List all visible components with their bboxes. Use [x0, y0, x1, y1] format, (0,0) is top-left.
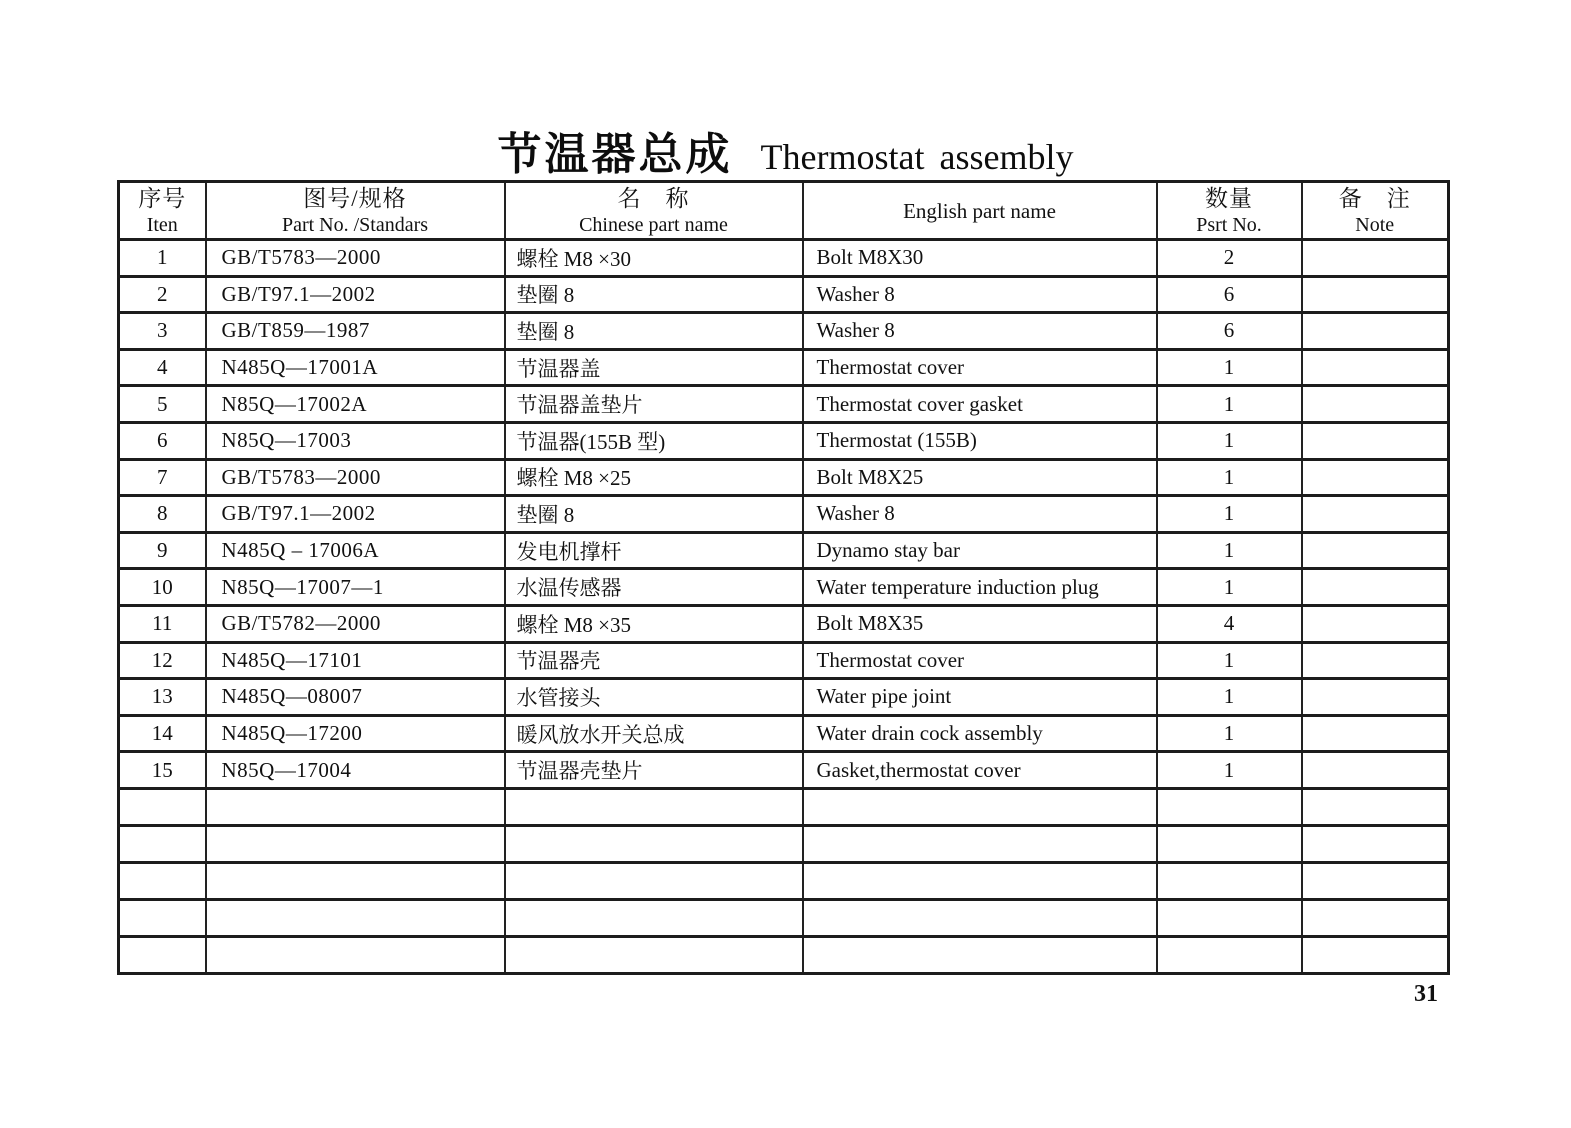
- cell-chinese-name: 垫圈 8: [505, 313, 803, 350]
- cell-note: [1302, 386, 1449, 423]
- col-header-english-name-en: English part name: [903, 198, 1056, 223]
- cell-chinese-name: 节温器盖: [505, 349, 803, 386]
- col-header-note-en: Note: [1355, 213, 1395, 236]
- cell-quantity: 1: [1157, 349, 1302, 386]
- table-row: [119, 313, 1449, 350]
- cell-english-name: [803, 825, 1157, 862]
- cell-item: [119, 936, 206, 973]
- cell-chinese-name: 螺栓 M8 ×25: [505, 459, 803, 496]
- cell-english-name: [803, 862, 1157, 899]
- cell-quantity: [1157, 936, 1302, 973]
- col-header-part-no: [206, 182, 505, 240]
- cell-quantity: 1: [1157, 386, 1302, 423]
- cell-chinese-name: [505, 899, 803, 936]
- cell-quantity: [1157, 899, 1302, 936]
- col-header-item-zh: 序号: [138, 185, 187, 211]
- cell-english-name: Thermostat cover gasket: [803, 386, 1157, 423]
- table-row: [119, 276, 1449, 313]
- cell-english-name: Water pipe joint: [803, 679, 1157, 716]
- cell-chinese-name: [505, 825, 803, 862]
- cell-note: [1302, 422, 1449, 459]
- cell-part-no: GB/T97.1—2002: [206, 276, 505, 313]
- cell-quantity: 1: [1157, 752, 1302, 789]
- page-title: [0, 118, 1571, 182]
- cell-part-no: N485Q – 17006A: [206, 532, 505, 569]
- cell-quantity: [1157, 862, 1302, 899]
- cell-quantity: 1: [1157, 569, 1302, 606]
- cell-item: [119, 899, 206, 936]
- cell-part-no: GB/T859—1987: [206, 313, 505, 350]
- cell-item: [119, 862, 206, 899]
- cell-english-name: Thermostat cover: [803, 349, 1157, 386]
- cell-part-no: GB/T97.1—2002: [206, 496, 505, 533]
- table-row-empty: [119, 862, 1449, 899]
- cell-note: [1302, 605, 1449, 642]
- cell-english-name: Thermostat cover: [803, 642, 1157, 679]
- cell-chinese-name: [505, 936, 803, 973]
- table-row: [119, 459, 1449, 496]
- cell-item: 1: [119, 240, 206, 277]
- col-header-note: [1302, 182, 1449, 240]
- table-row-empty: [119, 936, 1449, 973]
- cell-note: [1302, 276, 1449, 313]
- cell-quantity: 1: [1157, 422, 1302, 459]
- cell-item: 4: [119, 349, 206, 386]
- table-header-row: [119, 182, 1449, 240]
- table-row-empty: [119, 899, 1449, 936]
- cell-part-no: GB/T5783—2000: [206, 459, 505, 496]
- cell-item: 15: [119, 752, 206, 789]
- cell-chinese-name: 螺栓 M8 ×30: [505, 240, 803, 277]
- table-row: [119, 679, 1449, 716]
- cell-english-name: Dynamo stay bar: [803, 532, 1157, 569]
- cell-english-name: Water drain cock assembly: [803, 715, 1157, 752]
- cell-part-no: N85Q—17004: [206, 752, 505, 789]
- cell-part-no: N485Q—17001A: [206, 349, 505, 386]
- col-header-english-name: [803, 182, 1157, 240]
- cell-note: [1302, 715, 1449, 752]
- cell-item: 8: [119, 496, 206, 533]
- cell-part-no: [206, 788, 505, 825]
- cell-part-no: N485Q—17101: [206, 642, 505, 679]
- col-header-item-en: Iten: [146, 213, 178, 236]
- col-header-chinese-name-zh: 名 称: [617, 185, 690, 211]
- cell-quantity: 6: [1157, 313, 1302, 350]
- cell-item: [119, 788, 206, 825]
- cell-part-no: GB/T5783—2000: [206, 240, 505, 277]
- col-header-quantity-zh: 数量: [1205, 185, 1253, 211]
- cell-quantity: 1: [1157, 459, 1302, 496]
- col-header-part-no-en: Part No. /Standars: [281, 213, 429, 236]
- cell-part-no: N85Q—17002A: [206, 386, 505, 423]
- cell-note: [1302, 569, 1449, 606]
- cell-english-name: Gasket,thermostat cover: [803, 752, 1157, 789]
- cell-note: [1302, 240, 1449, 277]
- table-row: [119, 569, 1449, 606]
- cell-note: [1302, 679, 1449, 716]
- cell-note: [1302, 825, 1449, 862]
- page-title-english: Thermostat assembly: [760, 137, 1074, 177]
- table-row: [119, 386, 1449, 423]
- cell-quantity: 2: [1157, 240, 1302, 277]
- cell-item: 6: [119, 422, 206, 459]
- cell-note: [1302, 899, 1449, 936]
- col-header-part-no-zh: 图号/规格: [303, 185, 407, 211]
- col-header-chinese-name: [505, 182, 803, 240]
- cell-item: 12: [119, 642, 206, 679]
- cell-english-name: Bolt M8X25: [803, 459, 1157, 496]
- table-row-empty: [119, 788, 1449, 825]
- cell-quantity: 4: [1157, 605, 1302, 642]
- cell-chinese-name: 节温器(155B 型): [505, 422, 803, 459]
- cell-chinese-name: 节温器壳: [505, 642, 803, 679]
- cell-note: [1302, 496, 1449, 533]
- cell-item: 11: [119, 605, 206, 642]
- table-row-empty: [119, 825, 1449, 862]
- cell-chinese-name: [505, 862, 803, 899]
- cell-quantity: [1157, 825, 1302, 862]
- page-title-chinese: 节温器总成: [497, 130, 733, 179]
- cell-item: 2: [119, 276, 206, 313]
- cell-part-no: N485Q—08007: [206, 679, 505, 716]
- page-number: 31: [1414, 981, 1438, 1007]
- cell-chinese-name: 节温器盖垫片: [505, 386, 803, 423]
- cell-part-no: [206, 862, 505, 899]
- cell-chinese-name: 水管接头: [505, 679, 803, 716]
- cell-english-name: [803, 936, 1157, 973]
- col-header-chinese-name-en: Chinese part name: [579, 213, 728, 236]
- col-header-quantity: [1157, 182, 1302, 240]
- cell-english-name: Bolt M8X30: [803, 240, 1157, 277]
- cell-item: 10: [119, 569, 206, 606]
- cell-part-no: [206, 936, 505, 973]
- cell-english-name: Bolt M8X35: [803, 605, 1157, 642]
- cell-quantity: 1: [1157, 715, 1302, 752]
- cell-quantity: 1: [1157, 532, 1302, 569]
- table-row: [119, 240, 1449, 277]
- cell-part-no: [206, 899, 505, 936]
- cell-chinese-name: 暖风放水开关总成: [505, 715, 803, 752]
- cell-english-name: [803, 788, 1157, 825]
- cell-part-no: N485Q—17200: [206, 715, 505, 752]
- cell-quantity: 1: [1157, 496, 1302, 533]
- cell-note: [1302, 349, 1449, 386]
- cell-note: [1302, 752, 1449, 789]
- table-row: [119, 349, 1449, 386]
- table-row: [119, 496, 1449, 533]
- cell-note: [1302, 862, 1449, 899]
- col-header-note-zh: 备 注: [1338, 185, 1411, 211]
- cell-chinese-name: 螺栓 M8 ×35: [505, 605, 803, 642]
- cell-part-no: N85Q—17007—1: [206, 569, 505, 606]
- cell-quantity: 6: [1157, 276, 1302, 313]
- cell-chinese-name: 垫圈 8: [505, 496, 803, 533]
- cell-note: [1302, 788, 1449, 825]
- cell-chinese-name: 垫圈 8: [505, 276, 803, 313]
- table-row: [119, 532, 1449, 569]
- cell-quantity: 1: [1157, 642, 1302, 679]
- cell-item: 14: [119, 715, 206, 752]
- cell-note: [1302, 313, 1449, 350]
- cell-note: [1302, 936, 1449, 973]
- cell-quantity: [1157, 788, 1302, 825]
- col-header-quantity-en: Psrt No.: [1196, 213, 1262, 236]
- cell-chinese-name: [505, 788, 803, 825]
- cell-chinese-name: 节温器壳垫片: [505, 752, 803, 789]
- cell-english-name: Thermostat (155B): [803, 422, 1157, 459]
- cell-item: 13: [119, 679, 206, 716]
- cell-chinese-name: 发电机撑杆: [505, 532, 803, 569]
- table-row: [119, 752, 1449, 789]
- cell-item: 5: [119, 386, 206, 423]
- cell-note: [1302, 459, 1449, 496]
- table-row: [119, 642, 1449, 679]
- cell-part-no: [206, 825, 505, 862]
- cell-english-name: Washer 8: [803, 313, 1157, 350]
- cell-item: [119, 825, 206, 862]
- cell-note: [1302, 642, 1449, 679]
- table-row: [119, 422, 1449, 459]
- cell-item: 3: [119, 313, 206, 350]
- col-header-item: [119, 182, 206, 240]
- cell-note: [1302, 532, 1449, 569]
- cell-part-no: N85Q—17003: [206, 422, 505, 459]
- table-row: [119, 715, 1449, 752]
- cell-quantity: 1: [1157, 679, 1302, 716]
- cell-part-no: GB/T5782—2000: [206, 605, 505, 642]
- cell-item: 7: [119, 459, 206, 496]
- parts-table: [117, 180, 1450, 975]
- cell-english-name: [803, 899, 1157, 936]
- cell-item: 9: [119, 532, 206, 569]
- table-row: [119, 605, 1449, 642]
- cell-english-name: Washer 8: [803, 276, 1157, 313]
- cell-english-name: Water temperature induction plug: [803, 569, 1157, 606]
- cell-chinese-name: 水温传感器: [505, 569, 803, 606]
- parts-table-body: [119, 240, 1449, 974]
- cell-english-name: Washer 8: [803, 496, 1157, 533]
